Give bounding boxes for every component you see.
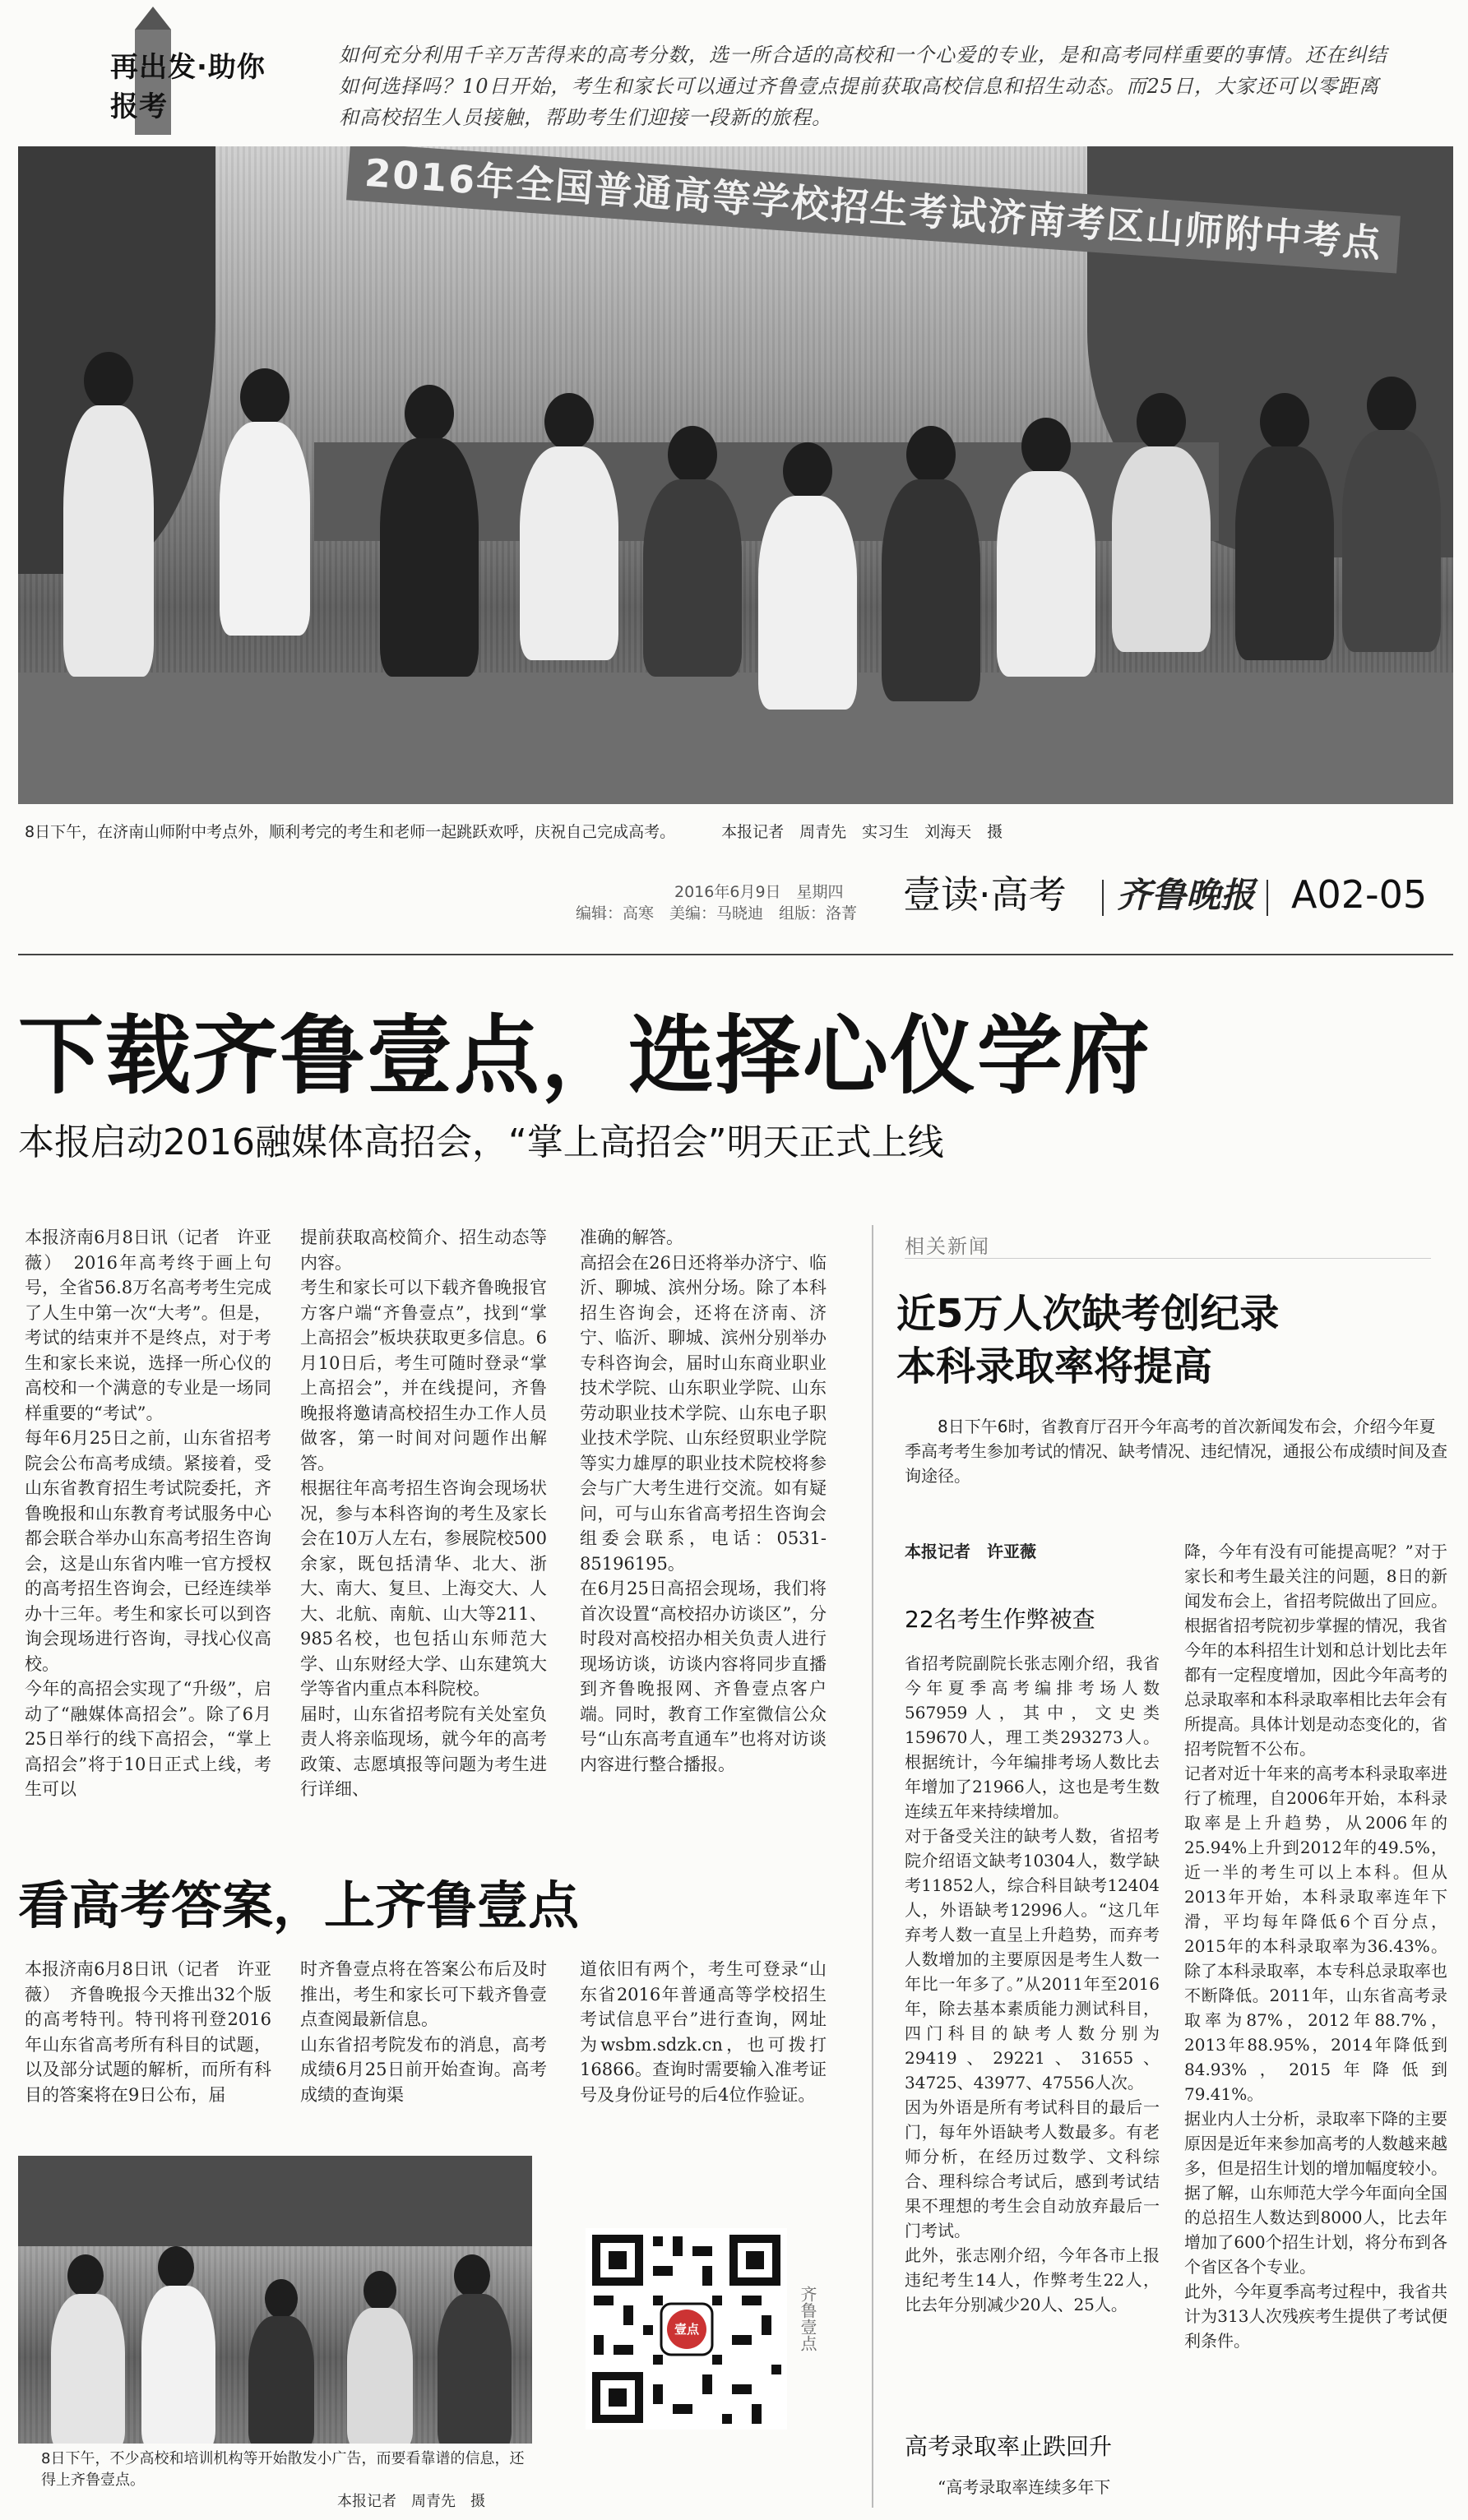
related-label: 相关新闻 (905, 1235, 990, 1258)
flyers-caption-text: 8日下午，不少高校和培训机构等开始散发小广告，而要看靠谱的信息，还得上齐鲁壹点。 (41, 2450, 525, 2489)
related-headline-1: 近5万人次缺考创纪录 (896, 1291, 1280, 1337)
paper-logo: 齐鲁晚报 (1117, 875, 1256, 915)
related-subhead-2: 高考录取率止跌回升 (905, 2433, 1113, 2460)
top-banner (18, 7, 1453, 138)
page-number: A02-05 (1291, 872, 1428, 917)
main-headline: 下载齐鲁壹点，选择心仪学府 (18, 1006, 1152, 1106)
second-column-3: 道依旧有两个，考生可登录“山东省2016年普通高等学校招生考试信息平台”进行查询，网址为wsbm.sdzk.cn，也可拨打16866。查询时需要输入准考证号及身份证号的后4位作验证。 (580, 1959, 827, 2105)
qr-code[interactable] (586, 2228, 787, 2430)
flyers-photo (18, 2156, 532, 2444)
related-column-left: 省招考院副院长张志刚介绍，我省今年夏季高考编排考场人数567959人，其中，文史类159670人，理工类293273人。根据统计，今年编排考场人数比去年增加了21966人，这也是考生数连续五年来持续增加。 对于备受关注的缺考人数，省招考院介绍语文缺考10304人，数学缺考11852人，综合科目缺考12404人，外语缺考12996人。“这几年弃考人数一直呈上升趋势，而弃考人数增加的主要原因是考生人数一年比一年多了。”从2011年至2016年，除去基本素质能力测试科目，四门科目的缺考人数分别为29419、29221、31655、34725、43977、47556人次。 因为外语是所有考试科目的最后一门，每年外语缺考人数最多。有老师分析，在经历过数学、文科综合、理科综合考试后，感到考试结果不理想的考生会自动放弃最后一门考试。 此外，张志刚介绍，今年各市上报违纪考生14人，作弊考生22人，比去年分别减少20人、25人。 (905, 1653, 1160, 2314)
qr-logo-label: 壹点 (674, 2322, 699, 2337)
masthead-divider (1102, 880, 1104, 916)
masthead-divider-2 (1267, 880, 1268, 916)
second-headline: 看高考答案，上齐鲁壹点 (18, 1875, 580, 1935)
issue-date: 2016年6月9日 星期四 (674, 883, 844, 901)
caption-credit: 本报记者 周青先 实习生 刘海天 摄 (721, 823, 1003, 841)
editors-line: 编辑：高寒 美编：马晓迪 组版：洛菁 (576, 904, 858, 922)
graduation-jump-photo (18, 146, 1453, 804)
related-lead: 8日下午6时，省教育厅召开今年高考的首次新闻发布会，介绍今年夏季高考考生参加考试的情况、缺考情况、违纪情况，通报公布成绩时间及查询途径。 (905, 1417, 1447, 1486)
related-vertical-rule (872, 1225, 873, 2508)
banner-intro: 如何充分利用千辛万苦得来的高考分数，选一所合适的高校和一个心爱的专业，是和高考同样重要的事情。还在纠结如何选择吗？10日开始，考生和家长可以通过齐鲁壹点提前获取高校信息和招生动态。而25日，大家还可以零距离和高校招生人员接触，帮助考生们迎接一段新的旅程。 (339, 44, 1387, 129)
related-byline: 本报记者 许亚薇 (905, 1542, 1036, 1561)
caption-text: 8日下午，在济南山师附中考点外，顺利考完的考生和老师一起跳跃欢呼，庆祝自己完成高考。 (25, 823, 676, 841)
related-column-right: 降，今年有没有可能提高呢？”对于家长和考生最关注的问题，8日的新闻发布会上，省招考院做出了回应。 根据省招考院初步掌握的情况，我省今年的本科招生计划和总计划比去年都有一定程度增加，因此今年高考的总录取率和本科录取率相比去年会有所提高。具体计划是动态变化的，省招考院暂不公布。 记者对近十年来的高考本科录取率进行了梳理，自2006年开始，本科录取率是上升趋势，从2006年的25.94%上升到2012年的49.5%，近一半的考生可以上本科。但从2013年开始，本科录取率连年下滑，平均每年降低6个百分点，2015年的本科录取率为36.43%。除了本科录取率，本专科总录取率也不断降低。2011年，山东省高考录取率为87%，2012年88.7%，2013年88.95%，2014年降低到84.93%，2015年降低到79.41%。 据业内人士分析，录取率下降的主要原因是近年来参加高考的人数越来越多，但是招生计划的增加幅度较小。 据了解，山东师范大学今年面向全国的总招生人数达到8000人，比去年增加了600个招生计划，将分布到各个省区各个专业。 此外，今年夏季高考过程中，我省共计为313人次残疾考生提供了考试便利条件。 (1184, 1542, 1447, 2351)
related-headline-2: 本科录取率将提高 (896, 1343, 1213, 1389)
banner-title: 再出发·助你报考 (110, 51, 266, 123)
related-label-rule (905, 1258, 1431, 1259)
second-column-2: 时齐鲁壹点将在答案公布后及时推出，考生和家长可下载齐鲁壹点查阅最新信息。 山东省招考院发布的消息，高考成绩6月25日前开始查询。高考成绩的查询渠 (300, 1959, 547, 2105)
section-name: 壹读·高考 (903, 872, 1067, 917)
related-column-left-tail: “高考录取率连续多年下 (938, 2477, 1111, 2497)
main-subhead: 本报启动2016融媒体高招会，“掌上高招会”明天正式上线 (18, 1121, 944, 1163)
top-photo-caption (25, 821, 1439, 844)
related-subhead-1: 22名考生作弊被查 (905, 1606, 1095, 1633)
main-column-2: 提前获取高校简介、招生动态等内容。 考生和家长可以下载齐鲁晚报官方客户端“齐鲁壹点”，找到“掌上高招会”板块获取更多信息。6月10日后，考生可随时登录“掌上高招会”，并在线提问，齐鲁晚报将邀请高校招生办工作人员做客，第一时间对问题作出解答。 根据往年高考招生咨询会现场状况，参与本科咨询的考生及家长会在10万人左右，参展院校500余家，既包括清华、北大、浙大、南大、复旦、上海交大、人大、北航、南航、山大等211、985名校，也包括山东师范大学、山东财经大学、山东建筑大学等省内重点本科院校。 届时，山东省招考院有关处室负责人将亲临现场，就今年的高考政策、志愿填报等问题为考生进行详细、 (300, 1228, 547, 1799)
flyers-photo-caption (41, 2448, 535, 2513)
masthead-rule (18, 954, 1453, 955)
second-column-1: 本报济南6月8日讯（记者 许亚薇） 齐鲁晚报今天推出32个版的高考特刊。特刊将刊登2016年山东省高考所有科目的试题，以及部分试题的解析，而所有科目的答案将在9日公布，届 (25, 1959, 271, 2105)
main-column-3: 准确的解答。 高招会在26日还将举办济宁、临沂、聊城、滨州分场。除了本科招生咨询会，还将在济南、济宁、临沂、聊城、滨州分别举办专科咨询会，届时山东商业职业技术学院、山东职业学院、山东劳动职业技术学院、山东电子职业技术学院、山东经贸职业学院等实力雄厚的职业技术院校将参会与广大考生进行交流。如有疑问，可与山东省高考招生咨询会组委会联系，电话：0531-85196195。 在6月25日高招会现场，我们将首次设置“高校招办访谈区”，分时段对高校招办相关负责人进行现场访谈，访谈内容将同步直播到齐鲁晚报网、齐鲁壹点客户端。同时，教育工作室微信公众号“山东高考直通车”也将对访谈内容进行整合播报。 (580, 1228, 827, 1774)
flyers-caption-credit: 本报记者 周青先 摄 (337, 2493, 485, 2510)
qr-side-text: 齐鲁壹点 (798, 2286, 817, 2351)
photo-banner: 2016年全国普通高等学校招生考试济南考区山师附中考点 (346, 146, 1401, 274)
main-column-1: 本报济南6月8日讯（记者 许亚薇） 2016年高考终于画上句号，全省56.8万名高考考生完成了人生中第一次“大考”。但是，考试的结束并不是终点，对于考生和家长来说，选择一所心仪的高校和一个满意的专业是一场同样重要的“考试”。 每年6月25日之前，山东省招考院会公布高考成绩。紧接着，受山东省教育招生考试院委托，齐鲁晚报和山东教育考试服务中心都会联合举办山东高考招生咨询会，这是山东省内唯一官方授权的高考招生咨询会，已经连续举办十三年。考生和家长可以到咨询会现场进行咨询，寻找心仪高校。 今年的高招会实现了“升级”，启动了“融媒体高招会”。除了6月25日举行的线下高招会，“掌上高招会”将于10日正式上线，考生可以 (25, 1228, 271, 1799)
